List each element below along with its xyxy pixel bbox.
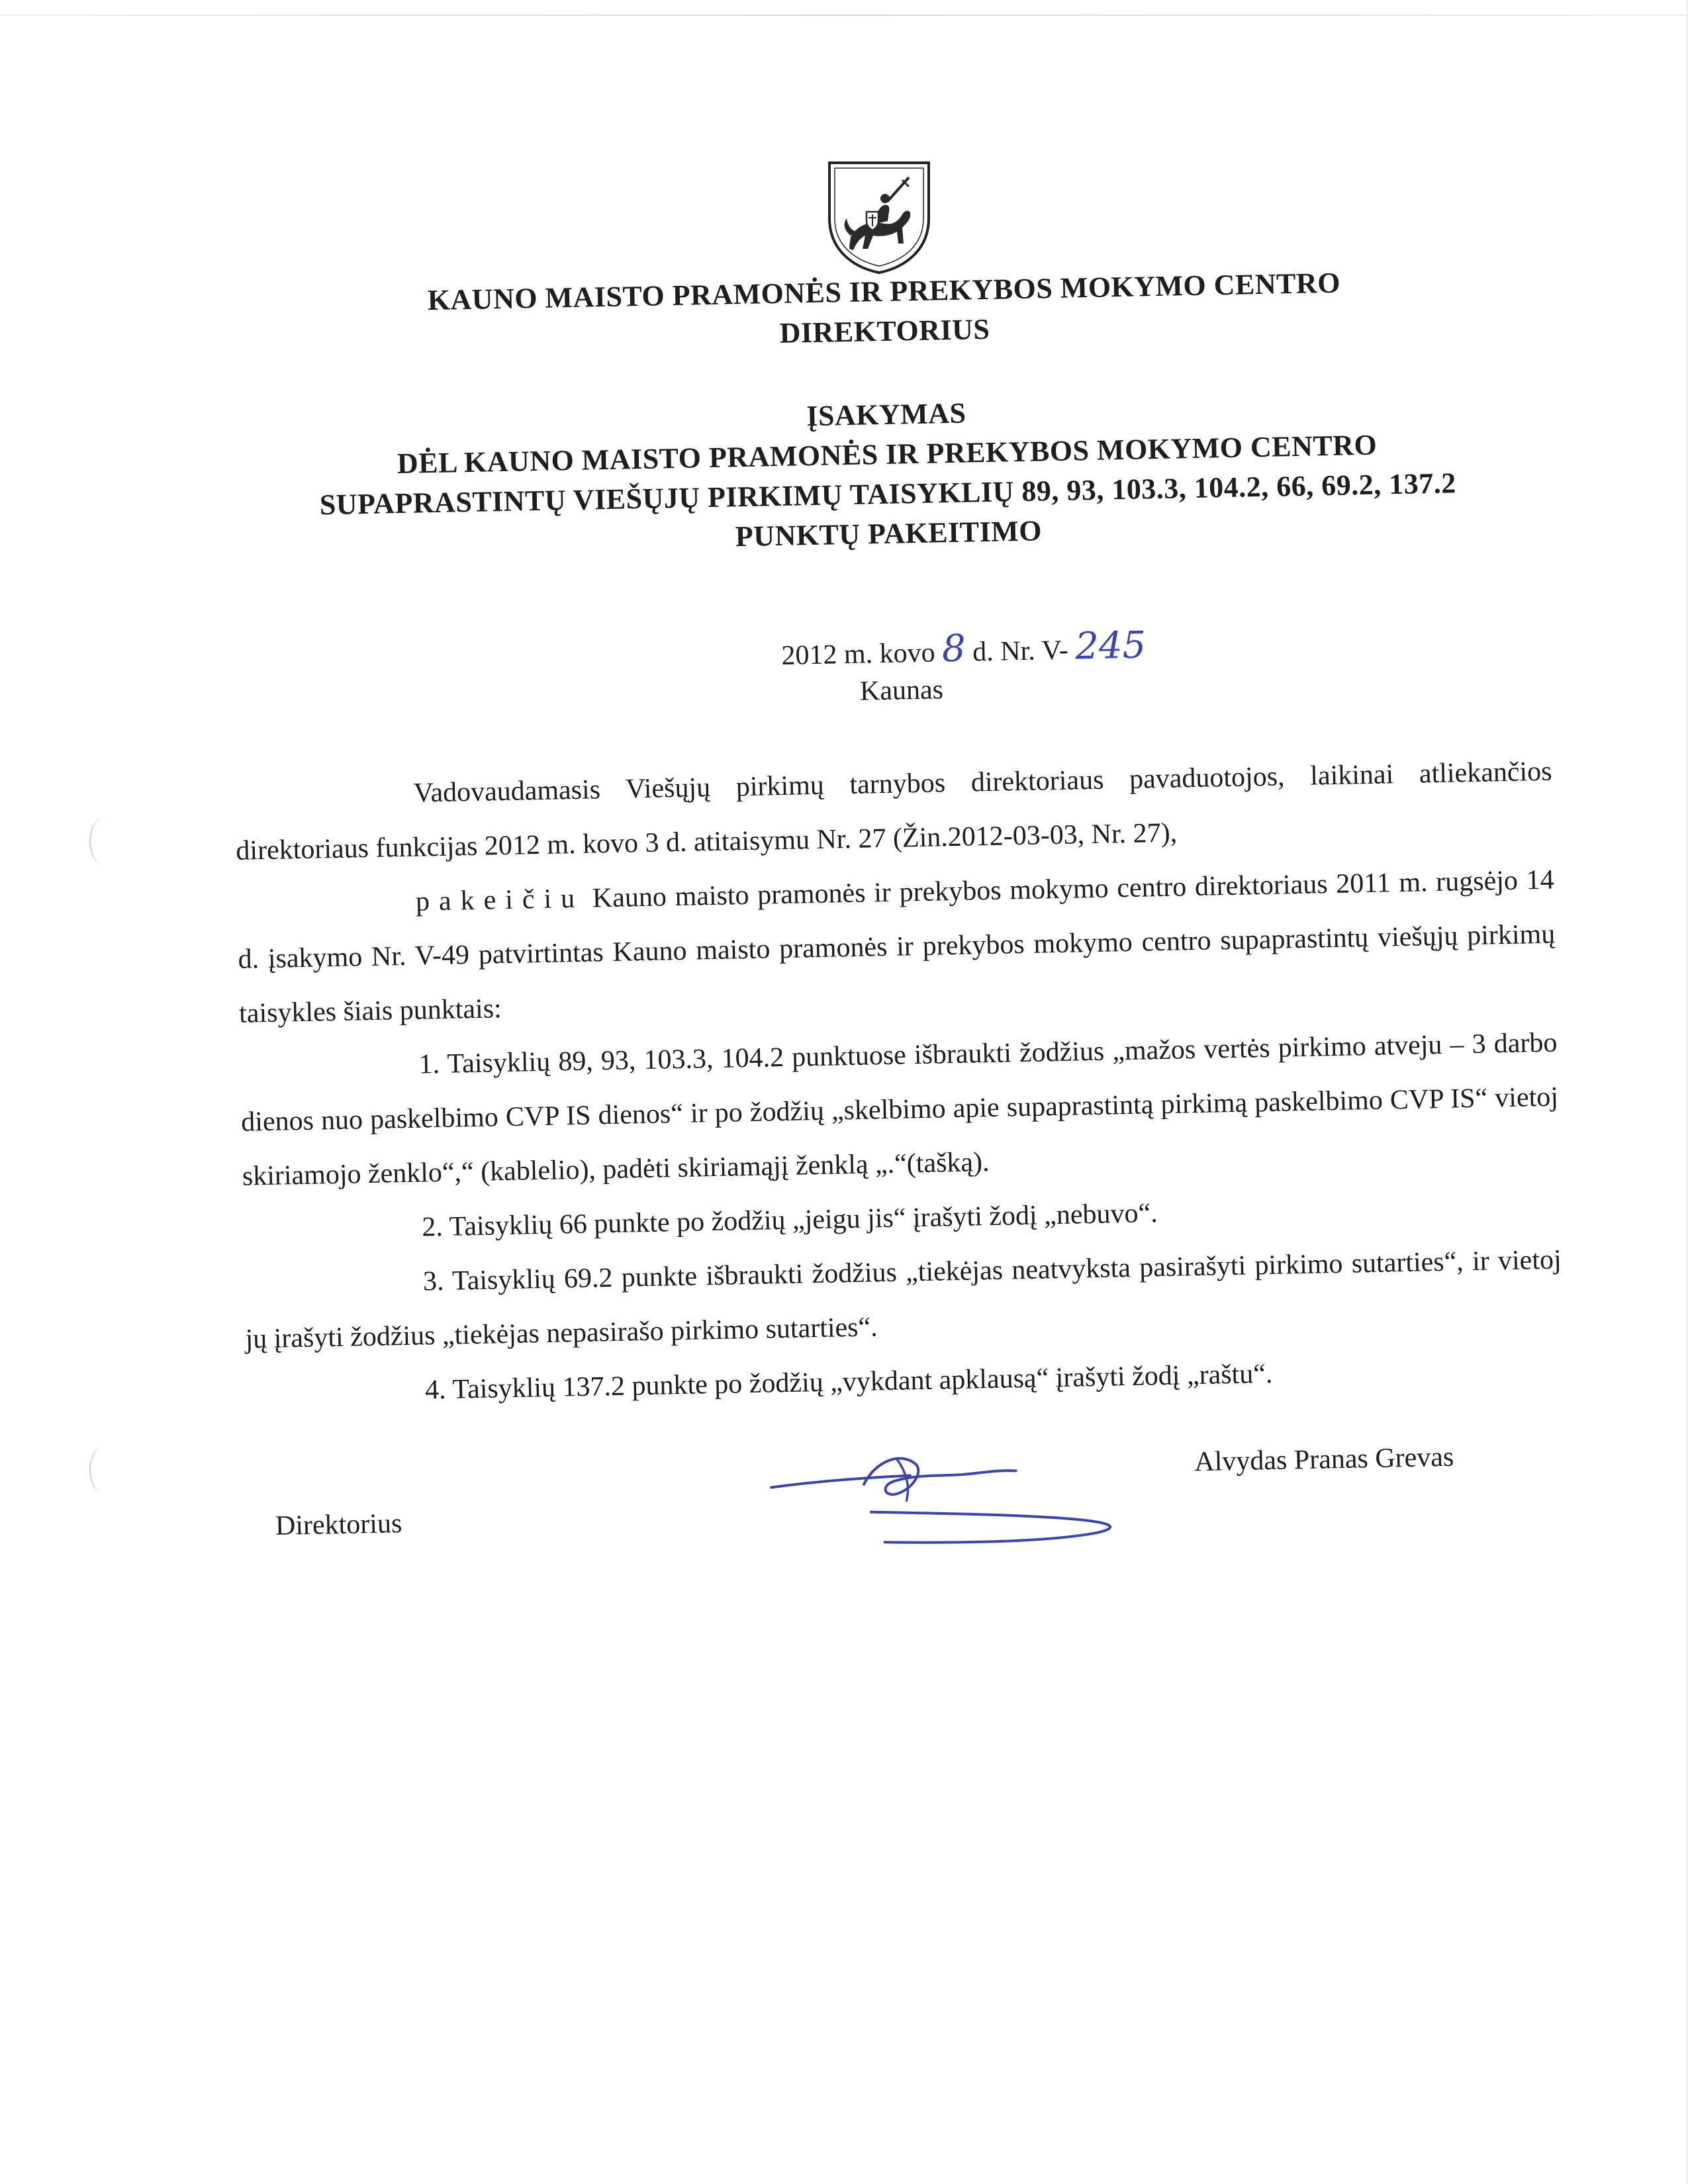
body-paragraph-text: Kauno maisto pramonės ir prekybos mokymo centro direktoriaus 2011 m. rugsėjo 14 d. įsakymo Nr. V-49 patvirtintas Kauno maisto pramonės ir prekybos mokymo centro supaprastintų viešųjų pirkimų taisykles šiais punktais: xyxy=(238,864,1556,1029)
signer-position: Direktorius xyxy=(275,1508,402,1541)
amendment-item: 3. Taisyklių 69.2 punkte išbraukti žodžius „tiekėjas neatvyksta pasirašyti pirkimo sutarties“, ir vietoj jų įrašyti žodžius „tiekėjas nepasirašo pirkimo sutarties“. xyxy=(245,1244,1562,1355)
institution-name: KAUNO MAISTO PRAMONĖS IR PREKYBOS MOKYMO CENTRO xyxy=(427,266,1341,317)
order-title-line: SUPAPRASTINTŲ VIEŠŲJŲ PIRKIMŲ TAISYKLIŲ 89, 93, 103.3, 104.2, 66, 69.2, 137.2 xyxy=(319,467,1457,522)
amendment-item: 4. Taisyklių 137.2 punkte po žodžių „vykdant apklausą“ įrašyti žodį „raštu“. xyxy=(424,1358,1273,1406)
date-year-month: 2012 m. kovo xyxy=(781,637,936,671)
institution-role: DIREKTORIUS xyxy=(779,312,990,349)
signature-block xyxy=(248,1439,1568,1610)
amendment-item: 2. Taisyklių 66 punkte po žodžių „jeigu jis“ įrašyti žodį „nebuvo“. xyxy=(421,1198,1158,1243)
order-title-block xyxy=(228,383,1548,567)
lithuanian-coat-of-arms-vytis-icon xyxy=(824,158,934,275)
amendment-item: 1. Taisyklių 89, 93, 103.3, 104.2 punktuose išbraukti žodžius „mažos vertės pirkimo atveju – 3 darbo dienos nuo paskelbimo CVP IS dienos“ ir po žodžių „skelbimo apie supaprastintą pirkimą paskelbimo CVP IS“ vietoj skiriamojo ženklo“,“ (kablelio), padėti skiriamąjį ženklą „.“(tašką). xyxy=(240,1027,1559,1192)
place-of-issue: Kaunas xyxy=(859,674,944,707)
handwritten-order-number: 245 xyxy=(1074,623,1147,668)
date-day-suffix: d. Nr. V- xyxy=(972,635,1069,668)
handwritten-signature-icon xyxy=(764,1441,1150,1561)
body-paragraph xyxy=(236,853,1556,1041)
amendment-list xyxy=(240,1016,1564,1421)
handwritten-day: 8 xyxy=(941,627,966,671)
body-paragraph: Vadovaudamasis Viešųjų pirkimų tarnybos direktoriaus pavaduotojos, laikinai atliekančios direktoriaus funkcijas 2012 m. kovo 3 d. atitaisymu Nr. 27 (Žin.2012-03-03, Nr. 27), xyxy=(235,756,1552,866)
document-body xyxy=(234,745,1564,1421)
document-content xyxy=(225,259,1568,1610)
signer-name: Alvydas Pranas Grevas xyxy=(1194,1441,1454,1478)
order-doc-type: ĮSAKYMAS xyxy=(806,396,966,433)
document-header xyxy=(225,259,1548,567)
order-title-line: DĖL KAUNO MAISTO PRAMONĖS IR PREKYBOS MOKYMO CENTRO xyxy=(397,428,1378,480)
spaced-verb: pakeičiu xyxy=(415,883,585,917)
order-title-line: PUNKTŲ PAKEITIMO xyxy=(735,514,1043,553)
